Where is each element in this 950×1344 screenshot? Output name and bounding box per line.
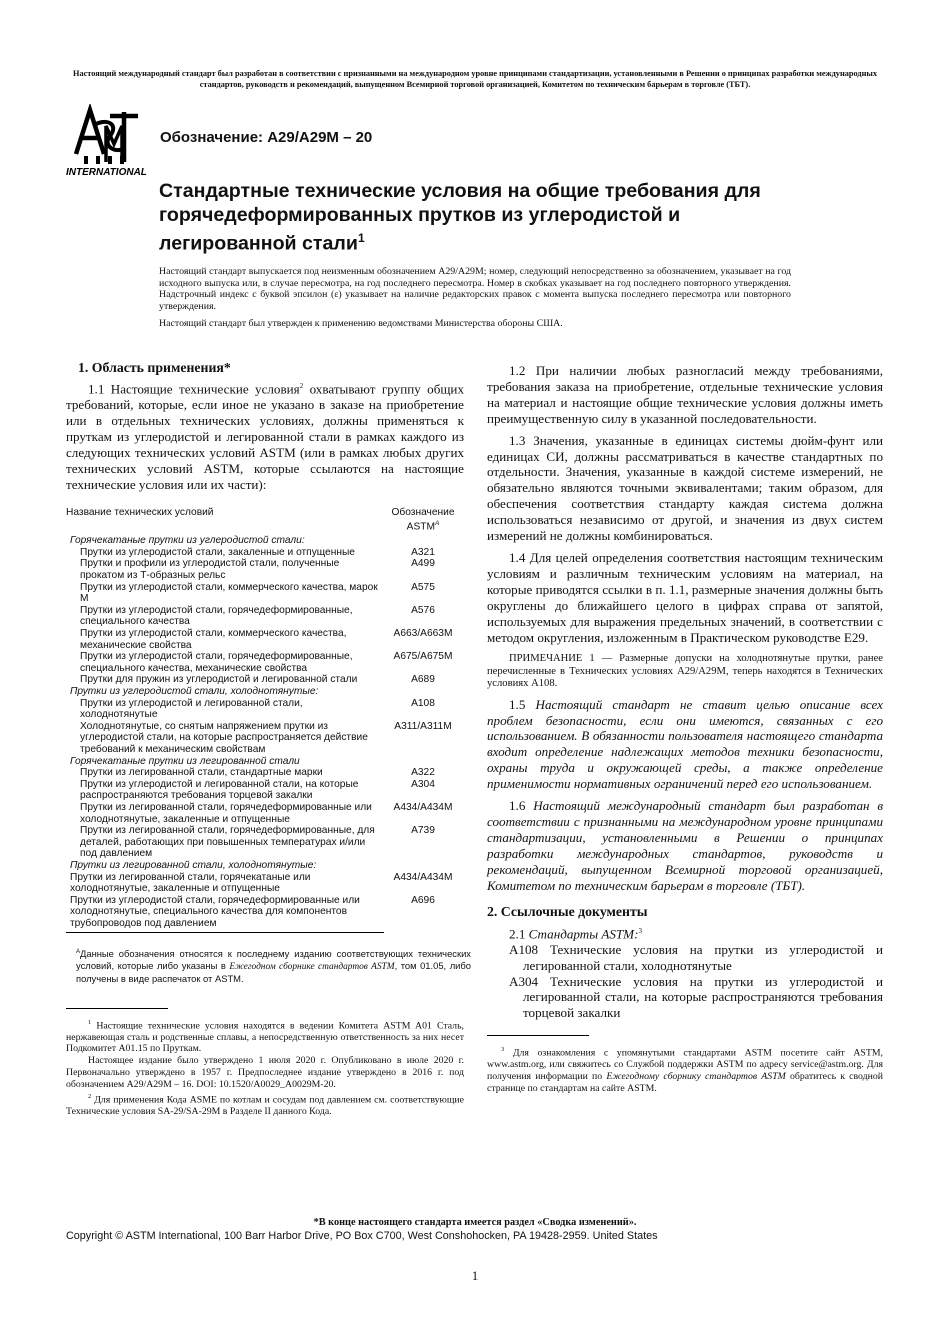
intro-approval: Настоящий стандарт был утвержден к применению ведомствами Министерства обороны США. [159, 318, 563, 330]
footnote-rule [66, 1008, 168, 1009]
table-row [66, 872, 464, 895]
spec-name: Прутки из углеродистой и легированной стали, на которые распространяются требования торцевой закалки [80, 778, 359, 802]
table-row [66, 605, 464, 628]
table-category-row [66, 686, 464, 698]
intro [159, 266, 791, 336]
spec-code: A434/A434M [393, 871, 453, 883]
spec-name: Прутки из легированной стали, стандартные марки [80, 767, 323, 779]
table-row [66, 825, 464, 860]
table-category-row [66, 535, 464, 547]
spec-code [382, 756, 464, 768]
spec-code: A739 [411, 825, 435, 837]
table-row [66, 779, 464, 802]
spec-code: A576 [411, 604, 435, 616]
footnote-2: $^2$ Для применения Кода ASME по котлам и сосудам под давлением см. соответствующие Технические условия SA-29/SA-29M в Разделе II данного Кода. [66, 1092, 464, 1117]
table-footnote: $^A$Данные обозначения относятся к последнему изданию соответствующих технических условий, которые либо указаны в Ежегодном сборнике стандартов ASTM, том 01.05, либо получены в виде распечаток от ASTM. [76, 948, 471, 984]
table-row [66, 802, 464, 825]
designation: Обозначение: A29/A29M – 20 [160, 129, 373, 146]
spec-code: A675/A675M [393, 651, 453, 663]
spec-code: A696 [411, 894, 435, 906]
reference-a108: A108 Технические условия на прутки из углеродистой и легированной стали, холоднотянутые [509, 941, 883, 973]
spec-name: Прутки из углеродистой стали, коммерческого качества, механические свойства [80, 628, 347, 651]
copyright: Copyright © ASTM International, 100 Barr Harbor Drive, PO Box C700, West Conshohocken, PA 19428-2959. United States [66, 1230, 658, 1242]
document-title: Стандартные технические условия на общие требования для горячедеформированных прутков из углеродистой и легированной стали$^1$ [159, 180, 761, 255]
spec-code: A663/A663M [393, 628, 453, 640]
table-row [66, 651, 464, 674]
paragraph-1-2: 1.2 При наличии любых разногласий между требованиями, требования заказа на приобретение, отдельные технические условия на материал и настоящие общие технические условия должны иметь преимущественную силу в указанной последовательности. [487, 363, 883, 426]
table-header-code: Обозначение $ASTM^A$ [391, 506, 455, 533]
table-row [66, 558, 464, 581]
footnote-1: $^1$ Настоящие технические условия находятся в ведении Комитета ASTM A01 Сталь, нержавеющая сталь и родственные сплавы, а непосредственную ответственность за них несет Подкомитет A01.15 по Пруткам. [66, 1018, 464, 1055]
spec-code [382, 686, 464, 698]
spec-name: Прутки из легированной стали, горячекатаные или холоднотянутые, закаленные и отпущенные [70, 871, 311, 895]
spec-table [66, 507, 464, 930]
spec-code [382, 860, 464, 872]
astm-logo [66, 104, 154, 178]
summary-of-changes-note: *В конце настоящего стандарта имеется раздел «Сводка изменений». [313, 1217, 637, 1228]
paragraph-1-5: 1.5 Настоящий стандарт не ставит целью описание всех проблем безопасности, если они имеются, связанных с его использованием. В обязанности пользователя настоящего стандарта входит определение надлежащих методов техники безопасности, охраны труда и окружающей среды, а также определение применимости нормативных ограничений перед его использованием. [487, 696, 883, 792]
spec-name: Прутки из легированной стали, горячедеформированные или холоднотянутые, закаленные и отпущенные [80, 801, 372, 825]
table-row [66, 547, 464, 559]
spec-code [382, 535, 464, 547]
top-notice: Настоящий международный стандарт был разработан в соответствии с признанными на международном уровне принципами стандартизации, установленными в Решении о принципах разработки международных стандартов, руководств и рекомендаций, выпущенном Всемирной торговой организацией, Комитетом по техническим барьерам в торговле (ТБТ). [73, 69, 877, 89]
table-row [66, 628, 464, 651]
reference-a304: A304 Технические условия на прутки из углеродистой и легированной стали, на которые распространяются требования торцевой закалки [509, 973, 883, 1021]
page-number: 1 [471, 1269, 479, 1283]
spec-code: A499 [411, 558, 435, 570]
table-row [66, 895, 464, 930]
left-column [66, 360, 471, 1118]
spec-code: A311/A311M [394, 720, 452, 732]
table-rule [66, 932, 384, 933]
spec-name: Прутки для пружин из углеродистой и легированной стали [80, 674, 358, 686]
spec-name: Прутки из углеродистой стали, коммерческого качества, марок М [80, 581, 378, 605]
footnote-3: $^3$ Для ознакомления с упомянутыми стандартами ASTM посетите сайт ASTM, www.astm.org, или свяжитесь со Службой поддержки ASTM по адресу service@astm.org. Для получения информации по Ежегодному сборнику стандартов ASTM обратитесь к сводной странице по стандартам на сайте ASTM. [487, 1046, 884, 1094]
table-row [66, 721, 464, 756]
spec-code: A575 [411, 581, 435, 593]
spec-name: Прутки из углеродистой стали, холоднотянутые: [70, 686, 319, 697]
spec-code: A321 [411, 546, 435, 558]
spec-code: A304 [411, 778, 435, 790]
spec-name: Прутки из легированной стали, холоднотянутые: [70, 859, 317, 871]
right-column [487, 363, 883, 1095]
table-header-name: Название технических условий [66, 506, 214, 518]
section-1-heading: 1. Область применения* [78, 360, 231, 375]
table-row [66, 582, 464, 605]
spec-name: Прутки из углеродистой и легированной стали, холоднотянутые [80, 697, 303, 721]
spec-name: Прутки из углеродистой стали, горячедеформированные или холоднотянутые, специального качества для компонентов трубопроводов под давлением [70, 894, 360, 929]
spec-code: A434/A434M [393, 801, 453, 813]
paragraph-1-6: 1.6 Настоящий международный стандарт был разработан в соответствии с признанными на международном уровне принципами стандартизации, установленными в Решении о принципах разработки международных стандартов, руководств и рекомендаций, выпущенном Всемирной торговой организацией, Комитетом по техническим барьерам в торговле (ТБТ). [487, 798, 883, 893]
spec-code: A689 [411, 674, 435, 686]
intro-paragraph: Настоящий стандарт выпускается под неизменным обозначением A29/A29M; номер, следующий непосредственно за обозначением, указывает на год исходного выпуска или, в случае пересмотра, на год последнего пересмотра. Номер в скобках указывает на год последнего повторного утверждения. Надстрочный индекс с буквой эпсилон (ε) указывает на наличие редакторских правок с момента выпуска последнего пересмотра или повторного утверждения. [159, 266, 791, 312]
paragraph-1-4: 1.4 Для целей определения соответствия настоящим техническим условиям и различным техническим условиям на материал, на которые приводятся ссылки в п. 1.1, размерные значения должны быть округлены до ближайшего целого в цифрах справа от запятой, используемых для выражения предельных значений, в соответствии с методом округления, изложенным в Практическом руководстве E29. [487, 549, 883, 645]
spec-name: Прутки из легированной стали, горячедеформированные, для деталей, работающих при повышенных температурах и/или под давлением [80, 825, 375, 860]
table-row [66, 674, 464, 686]
paragraph-1-1: 1.1 Настоящие технические условия$^2$ охватывают группу общих требований, которые, если иное не указано в заказе на приобретение или в отдельных технических условиях, должны применяться к пруткам из углеродистой и легированной стали в рамках каждого из следующих технических условий ASTM (или в рамках любых других технических условий ASTM, которые ссылаются на настоящие технические условия или их части): [66, 381, 464, 492]
footnote-rule-right [487, 1035, 589, 1036]
table-row [66, 698, 464, 721]
table-category-row [66, 756, 464, 768]
table-category-row [66, 860, 464, 872]
spec-name: Холоднотянутые, со снятым напряжением прутки из углеродистой стали, на которые распространяется действие требований к механическим свойствам [80, 720, 368, 755]
section-2-heading: 2. Ссылочные документы [487, 903, 648, 919]
spec-code: A108 [411, 697, 435, 709]
note-1: ПРИМЕЧАНИЕ 1 — Размерные допуски на холоднотянутые прутки, ранее перечисленные в Технических условиях A29/A29M, теперь находятся в Технических условиях A108. [487, 653, 883, 690]
table-row [66, 767, 464, 779]
spec-name: Прутки из углеродистой стали, горячедеформированные, специального качества, механические свойства [80, 651, 353, 674]
spec-name: Прутки и профили из углеродистой стали, полученные прокатом из Т-образных рельс [80, 558, 340, 582]
footnote-1-edition: Настоящее издание было утверждено 1 июля 2020 г. Опубликовано в июле 2020 г. Первоначально утверждено в 1957 г. Предпоследнее издание утверждено в 2016 г. под обозначением A29/A29M – 16. DOI: 10.1520/A0029_A0029M-20. [66, 1055, 464, 1090]
paragraph-1-3: 1.3 Значения, указанные в единицах системы дюйм-фунт или единицах СИ, должны рассматриваться в качестве стандартных по отдельности. Значения, указанные в каждой системе измерений, не обязательно являются точными эквивалентами; таким образом, для обеспечения соответствия стандарту каждая система должна использоваться независимо от другой, и значения из двух систем измерений не должны комбинироваться. [487, 432, 883, 544]
paragraph-2-1: 2.1 Стандарты ASTM:$^3$ [509, 925, 642, 941]
spec-name: Прутки из углеродистой стали, закаленные и отпущенные [80, 546, 355, 558]
spec-name: Горячекатаные прутки из углеродистой стали: [70, 535, 305, 547]
spec-name: Горячекатаные прутки из легированной стали [70, 755, 300, 767]
logo-text: INTERNATIONAL [66, 167, 147, 178]
spec-name: Прутки из углеродистой стали, горячедеформированные, специального качества [80, 604, 353, 628]
spec-code: A322 [411, 767, 435, 779]
